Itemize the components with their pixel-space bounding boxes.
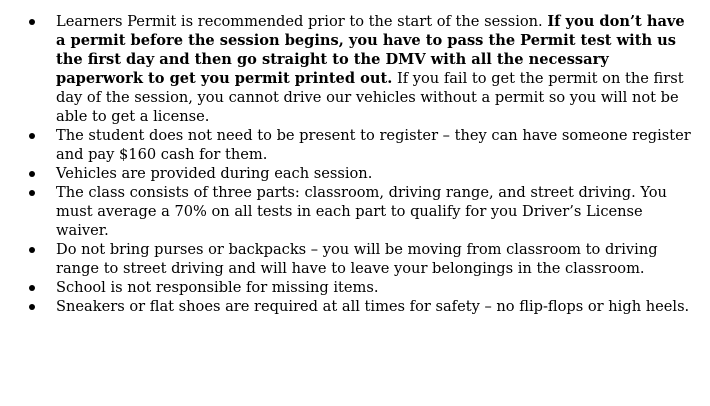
permit-warning-bold: If you don’t have a permit before the session begins, you have to pass the Permit test with us the first day and then go straight to the DMV with all the necessary paperwork to get you permit printed out. bbox=[56, 13, 685, 87]
footwear-text: Sneakers or flat shoes are required at all times for safety – no flip-flops or high heels. bbox=[56, 298, 690, 315]
bullet-icon bbox=[29, 19, 35, 25]
list-item-class-parts bbox=[0, 183, 708, 240]
registration-text: The student does not need to be present to register – they can have someone register and pay $160 cash for them. bbox=[56, 127, 691, 163]
bullet-icon bbox=[29, 133, 35, 139]
belongings-text: Do not bring purses or backpacks – you will be moving from classroom to driving range to street driving and will have to leave your belongings in the classroom. bbox=[56, 241, 658, 277]
permit-text: Learners Permit is recommended prior to the start of the session. bbox=[56, 13, 548, 30]
bullet-icon bbox=[29, 171, 35, 177]
list-item-footwear bbox=[0, 297, 708, 316]
list-item-registration bbox=[0, 126, 708, 164]
class-parts-text: The class consists of three parts: classroom, driving range, and street driving. You must average a 70% on all tests in each part to qualify for you Driver’s License waiver. bbox=[56, 184, 667, 239]
bullet-icon bbox=[29, 190, 35, 196]
bullet-icon bbox=[29, 304, 35, 310]
list-item-missing-items bbox=[0, 278, 708, 297]
missing-items-text: School is not responsible for missing items. bbox=[56, 279, 379, 296]
bullet-list bbox=[0, 12, 708, 316]
permit-consequence-text: If you fail to get the permit on the first day of the session, you cannot drive our vehicles without a permit so you will not be able to get a license. bbox=[56, 70, 684, 125]
bullet-icon bbox=[29, 285, 35, 291]
vehicles-text: Vehicles are provided during each session. bbox=[56, 165, 373, 182]
list-item-belongings bbox=[0, 240, 708, 278]
bullet-icon bbox=[29, 247, 35, 253]
list-item-permit bbox=[0, 12, 708, 126]
list-item-vehicles bbox=[0, 164, 708, 183]
